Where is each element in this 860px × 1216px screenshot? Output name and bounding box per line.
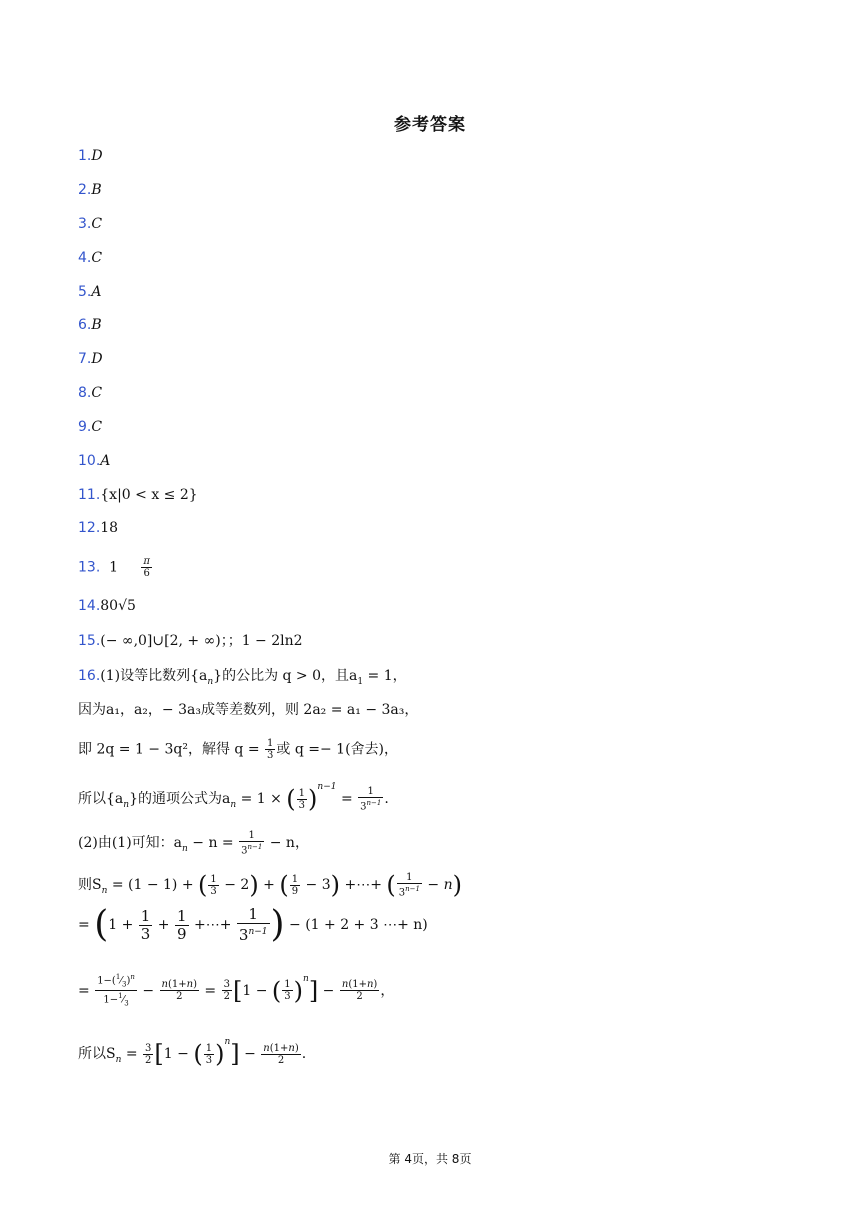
answer-item — [78, 596, 136, 616]
answer-item — [78, 214, 102, 234]
answer-number: 8. — [78, 385, 92, 401]
fraction: $\frac{1}{3^{n-1}}$ — [241, 830, 263, 857]
answer-number: 1. — [78, 148, 92, 164]
answer-text: C — [91, 419, 103, 435]
page-footer: 第 4页，共 8页 — [388, 1152, 472, 1166]
answer-number: 2. — [78, 182, 92, 198]
answer-number: 5. — [78, 284, 92, 300]
answer-number: 10. — [78, 453, 101, 469]
answer-item — [78, 417, 102, 437]
answer-number: 6. — [78, 317, 92, 333]
answer-text: (− ∞,0]∪[2, + ∞)；；1 − 2ln2 — [100, 633, 303, 649]
answer-item — [78, 315, 102, 335]
answer-item — [78, 146, 103, 166]
answer-number: 14. — [78, 598, 101, 614]
answer-text: C — [91, 385, 103, 401]
answer-number: 16. — [78, 668, 101, 684]
answer-number: 12. — [78, 520, 101, 536]
fraction: $\frac{\pi}{6}$ — [143, 556, 150, 579]
answer-item — [78, 485, 198, 505]
answer-text: 1 — [109, 559, 119, 576]
answer-item — [78, 451, 110, 471]
solution-line: 所以$\{a_n\}$的通项公式为$a_n = 1$ × ( $\frac{1}{3}$ )$^{n-1}$ = $\frac{1}{3^{n-1}}$ . — [78, 782, 389, 813]
solution-line: 所以$S_n$ = $\frac{3}{2}$ [1 − ( $\frac{1}{3}$ )$^n$] − $\frac{n(1+n)}{2}$ . — [78, 1037, 307, 1068]
answer-text: {x|0 < x ≤ 2} — [100, 487, 198, 503]
solution-line: (2)由(1)可知：$a_n - n$ = $\frac{1}{3^{n-1}}$ − n， — [78, 830, 309, 857]
answer-text: C — [91, 250, 103, 266]
fraction: $\frac{1}{3}$ — [267, 738, 274, 761]
answer-text: B — [91, 317, 102, 333]
answer-text: D — [91, 351, 103, 367]
fraction: $\frac{1}{3}$ — [298, 787, 306, 811]
answer-item — [78, 556, 153, 579]
solution-line: = $\frac{1-(^1⁄_3)^n}{1-^1⁄_3}$ − $\frac{n(1+n)}{2}$ = $\frac{3}{2}$ [1 − ( $\frac{1}{3}$ )$^n$] − $\frac{n(1+n)}{2}$ ， — [78, 973, 395, 1008]
answer-item — [78, 248, 102, 268]
answer-text: 80√5 — [100, 598, 136, 614]
solution-line: = (1 + $\frac{1}{3}$ + $\frac{1}{9}$ +⋯+ $\frac{1}{3^{n-1}}$ ) − (1 + 2 + 3 ⋯+ n) — [78, 904, 428, 945]
answer-text: A — [91, 284, 102, 300]
solution-line: 16.(1)设等比数列$\{a_n\}$的公比为 q > 0，且$a_1 = 1$， — [78, 668, 407, 687]
answer-number: 4. — [78, 250, 92, 266]
answer-text: D — [91, 148, 103, 164]
page-title: 参考答案 — [394, 115, 466, 135]
answer-item — [78, 631, 303, 651]
answer-number: 3. — [78, 216, 92, 232]
answer-item — [78, 518, 118, 538]
answer-text: 18 — [100, 520, 119, 536]
solution-line: 因为a₁，a₂，− 3a₃成等差数列，则 2a₂ = a₁ − 3a₃， — [78, 702, 419, 718]
answer-number: 9. — [78, 419, 92, 435]
answer-text: A — [100, 453, 111, 469]
answer-number: 7. — [78, 351, 92, 367]
solution-line: 则$S_n = (1 - 1)$ + ( $\frac{1}{3}$ − 2) + ( $\frac{1}{9}$ − 3) +⋯+ ( $\frac{1}{3^{n-1}}$ − n) — [78, 871, 463, 900]
answer-item — [78, 180, 102, 200]
answer-number: 13. — [78, 559, 101, 576]
answer-item — [78, 383, 102, 403]
fraction: $\frac{1-(^1⁄_3)^n}{1-^1⁄_3}$ — [97, 973, 135, 1008]
answer-text: C — [91, 216, 103, 232]
answer-item — [78, 282, 101, 302]
answer-number: 15. — [78, 633, 101, 649]
answer-item — [78, 349, 103, 369]
answer-number: 11. — [78, 487, 101, 503]
solution-line: 即 2q = 1 − 3q²，解得 q = $\frac{1}{3}$ 或 q =− 1(舍去)， — [78, 738, 398, 761]
answer-text: B — [91, 182, 102, 198]
fraction: $\frac{1}{3^{n-1}}$ — [360, 785, 382, 813]
